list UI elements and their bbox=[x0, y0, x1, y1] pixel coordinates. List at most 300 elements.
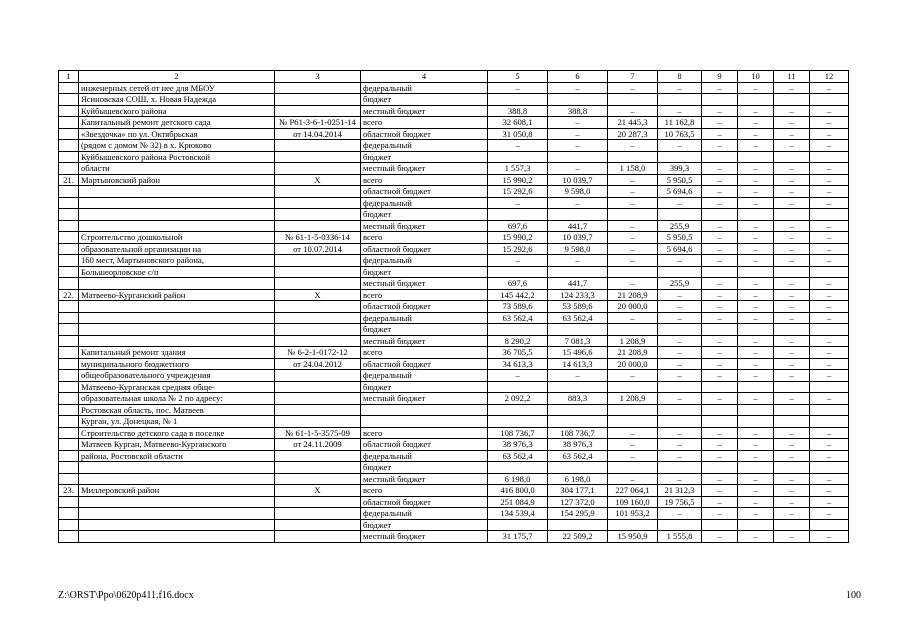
amount-cell bbox=[810, 462, 849, 474]
document-ref-cell bbox=[275, 381, 361, 393]
row-number-cell bbox=[59, 393, 79, 405]
amount-cell bbox=[774, 381, 810, 393]
row-number-cell bbox=[59, 266, 79, 278]
amount-cell: – bbox=[658, 140, 702, 152]
amount-cell: – bbox=[548, 255, 608, 267]
amount-cell bbox=[658, 381, 702, 393]
object-name-cell bbox=[79, 531, 275, 543]
amount-cell: – bbox=[810, 163, 849, 175]
amount-cell: – bbox=[658, 427, 702, 439]
amount-cell: 15 990,2 bbox=[488, 174, 548, 186]
object-name-cell bbox=[79, 220, 275, 232]
amount-cell: – bbox=[774, 508, 810, 520]
row-number-cell: 22. bbox=[59, 289, 79, 301]
amount-cell: – bbox=[774, 335, 810, 347]
object-name-cell: Мартыновский район bbox=[79, 174, 275, 186]
row-number-cell bbox=[59, 105, 79, 117]
table-row bbox=[59, 519, 849, 531]
amount-cell: 7 081,3 bbox=[548, 335, 608, 347]
amount-cell: – bbox=[548, 370, 608, 382]
row-number-cell bbox=[59, 370, 79, 382]
amount-cell: – bbox=[608, 450, 658, 462]
funding-source-cell: бюджет bbox=[361, 324, 488, 336]
header-cell: 1 bbox=[59, 71, 79, 83]
amount-cell: 11 162,8 bbox=[658, 117, 702, 129]
amount-cell: – bbox=[702, 358, 738, 370]
amount-cell bbox=[608, 519, 658, 531]
amount-cell: – bbox=[810, 439, 849, 451]
table-row bbox=[59, 128, 849, 140]
amount-cell bbox=[488, 324, 548, 336]
amount-cell: – bbox=[608, 370, 658, 382]
row-number-cell bbox=[59, 335, 79, 347]
amount-cell bbox=[738, 416, 774, 428]
amount-cell: 15 990,2 bbox=[488, 232, 548, 244]
amount-cell: – bbox=[738, 255, 774, 267]
amount-cell bbox=[702, 151, 738, 163]
amount-cell: – bbox=[658, 105, 702, 117]
object-name-cell: Строительство детского сада в поселке bbox=[79, 427, 275, 439]
amount-cell bbox=[702, 209, 738, 221]
funding-source-cell: бюджет bbox=[361, 462, 488, 474]
object-name-cell: 160 мест, Мартыновского района, bbox=[79, 255, 275, 267]
amount-cell bbox=[702, 266, 738, 278]
amount-cell: – bbox=[738, 335, 774, 347]
amount-cell: – bbox=[738, 140, 774, 152]
amount-cell: – bbox=[774, 347, 810, 359]
header-cell: 12 bbox=[810, 71, 849, 83]
amount-cell: – bbox=[738, 174, 774, 186]
row-number-cell bbox=[59, 358, 79, 370]
document-ref-cell bbox=[275, 324, 361, 336]
amount-cell: 5 950,5 bbox=[658, 232, 702, 244]
row-number-cell bbox=[59, 117, 79, 129]
object-name-cell: Ясиновская СОШ, х. Новая Надежда bbox=[79, 94, 275, 106]
amount-cell: – bbox=[702, 220, 738, 232]
document-ref-cell bbox=[275, 450, 361, 462]
amount-cell bbox=[548, 381, 608, 393]
header-cell: 8 bbox=[658, 71, 702, 83]
amount-cell: – bbox=[810, 450, 849, 462]
amount-cell bbox=[738, 94, 774, 106]
amount-cell: – bbox=[658, 312, 702, 324]
amount-cell: – bbox=[774, 312, 810, 324]
funding-source-cell: местный бюджет bbox=[361, 473, 488, 485]
amount-cell bbox=[774, 266, 810, 278]
table-row bbox=[59, 427, 849, 439]
amount-cell: – bbox=[608, 220, 658, 232]
object-name-cell: Куйбышевского района bbox=[79, 105, 275, 117]
object-name-cell: Капитальный ремонт здания bbox=[79, 347, 275, 359]
funding-source-cell: областной бюджет bbox=[361, 243, 488, 255]
amount-cell: – bbox=[658, 439, 702, 451]
document-ref-cell bbox=[275, 416, 361, 428]
amount-cell: 20 000,0 bbox=[608, 301, 658, 313]
amount-cell: – bbox=[774, 186, 810, 198]
amount-cell: – bbox=[738, 370, 774, 382]
amount-cell: – bbox=[702, 197, 738, 209]
table-row bbox=[59, 404, 849, 416]
amount-cell: – bbox=[702, 174, 738, 186]
object-name-cell bbox=[79, 508, 275, 520]
amount-cell: 441,7 bbox=[548, 220, 608, 232]
amount-cell bbox=[608, 381, 658, 393]
amount-cell: – bbox=[702, 531, 738, 543]
amount-cell bbox=[548, 462, 608, 474]
amount-cell: – bbox=[810, 335, 849, 347]
amount-cell: – bbox=[738, 427, 774, 439]
amount-cell bbox=[774, 462, 810, 474]
object-name-cell bbox=[79, 186, 275, 198]
amount-cell: – bbox=[702, 312, 738, 324]
amount-cell: – bbox=[774, 473, 810, 485]
row-number-cell bbox=[59, 301, 79, 313]
amount-cell: – bbox=[738, 128, 774, 140]
amount-cell: – bbox=[608, 439, 658, 451]
amount-cell bbox=[658, 519, 702, 531]
amount-cell: – bbox=[810, 105, 849, 117]
row-number-cell bbox=[59, 519, 79, 531]
document-ref-cell bbox=[275, 197, 361, 209]
table-row bbox=[59, 358, 849, 370]
amount-cell bbox=[548, 266, 608, 278]
amount-cell: – bbox=[810, 531, 849, 543]
amount-cell bbox=[658, 266, 702, 278]
amount-cell: – bbox=[738, 358, 774, 370]
amount-cell: – bbox=[608, 278, 658, 290]
amount-cell bbox=[658, 209, 702, 221]
document-ref-cell bbox=[275, 151, 361, 163]
amount-cell bbox=[608, 404, 658, 416]
document-ref-cell bbox=[275, 370, 361, 382]
document-ref-cell bbox=[275, 404, 361, 416]
amount-cell: 32 608,1 bbox=[488, 117, 548, 129]
amount-cell: – bbox=[810, 370, 849, 382]
row-number-cell bbox=[59, 473, 79, 485]
amount-cell: – bbox=[548, 140, 608, 152]
amount-cell: – bbox=[738, 186, 774, 198]
row-number-cell bbox=[59, 404, 79, 416]
amount-cell: 15 950,9 bbox=[608, 531, 658, 543]
amount-cell: 251 084,9 bbox=[488, 496, 548, 508]
table-body bbox=[59, 71, 849, 543]
amount-cell bbox=[658, 324, 702, 336]
funding-source-cell: федеральный bbox=[361, 312, 488, 324]
amount-cell bbox=[658, 462, 702, 474]
amount-cell: – bbox=[488, 197, 548, 209]
amount-cell bbox=[738, 381, 774, 393]
amount-cell: 22 509,2 bbox=[548, 531, 608, 543]
row-number-cell bbox=[59, 255, 79, 267]
amount-cell: 21 445,3 bbox=[608, 117, 658, 129]
document-ref-cell bbox=[275, 301, 361, 313]
row-number-cell bbox=[59, 312, 79, 324]
amount-cell: – bbox=[774, 485, 810, 497]
amount-cell: 73 589,6 bbox=[488, 301, 548, 313]
amount-cell: 5 950,5 bbox=[658, 174, 702, 186]
amount-cell bbox=[488, 209, 548, 221]
amount-cell: – bbox=[608, 82, 658, 94]
amount-cell bbox=[488, 266, 548, 278]
amount-cell: – bbox=[810, 220, 849, 232]
amount-cell bbox=[658, 94, 702, 106]
funding-source-cell: местный бюджет bbox=[361, 393, 488, 405]
amount-cell bbox=[810, 151, 849, 163]
amount-cell: 9 598,0 bbox=[548, 186, 608, 198]
object-name-cell: Матвеево-Курганский район bbox=[79, 289, 275, 301]
object-name-cell: района, Ростовской области bbox=[79, 450, 275, 462]
row-number-cell: 23. bbox=[59, 485, 79, 497]
amount-cell: – bbox=[774, 358, 810, 370]
amount-cell: – bbox=[810, 278, 849, 290]
amount-cell: – bbox=[608, 197, 658, 209]
amount-cell: – bbox=[738, 485, 774, 497]
table-row bbox=[59, 496, 849, 508]
row-number-cell bbox=[59, 232, 79, 244]
table-row bbox=[59, 508, 849, 520]
amount-cell bbox=[548, 404, 608, 416]
funding-source-cell: местный бюджет bbox=[361, 531, 488, 543]
amount-cell: 127 372,0 bbox=[548, 496, 608, 508]
funding-source-cell: бюджет bbox=[361, 381, 488, 393]
amount-cell: – bbox=[810, 393, 849, 405]
amount-cell: 20 287,3 bbox=[608, 128, 658, 140]
amount-cell bbox=[548, 324, 608, 336]
amount-cell: 15 292,6 bbox=[488, 186, 548, 198]
amount-cell: – bbox=[658, 255, 702, 267]
amount-cell bbox=[738, 462, 774, 474]
amount-cell bbox=[548, 416, 608, 428]
amount-cell: – bbox=[738, 450, 774, 462]
funding-source-cell: федеральный bbox=[361, 508, 488, 520]
amount-cell bbox=[702, 462, 738, 474]
amount-cell: – bbox=[548, 197, 608, 209]
object-name-cell: Куйбышевского района Ростовской bbox=[79, 151, 275, 163]
amount-cell: – bbox=[738, 163, 774, 175]
amount-cell: – bbox=[702, 105, 738, 117]
amount-cell: – bbox=[774, 82, 810, 94]
row-number-cell bbox=[59, 209, 79, 221]
row-number-cell bbox=[59, 186, 79, 198]
amount-cell: – bbox=[810, 312, 849, 324]
amount-cell bbox=[702, 404, 738, 416]
amount-cell: 10 039,7 bbox=[548, 174, 608, 186]
document-ref-cell: от 24.11.2009 bbox=[275, 439, 361, 451]
document-ref-cell: Х bbox=[275, 174, 361, 186]
amount-cell: 1 158,0 bbox=[608, 163, 658, 175]
amount-cell: – bbox=[774, 163, 810, 175]
table-row bbox=[59, 485, 849, 497]
amount-cell bbox=[608, 324, 658, 336]
amount-cell: – bbox=[658, 347, 702, 359]
amount-cell: – bbox=[810, 243, 849, 255]
amount-cell: 134 539,4 bbox=[488, 508, 548, 520]
amount-cell bbox=[738, 209, 774, 221]
document-ref-cell: от 14.04.2014 bbox=[275, 128, 361, 140]
amount-cell bbox=[658, 404, 702, 416]
header-cell: 10 bbox=[738, 71, 774, 83]
amount-cell: 1 557,3 bbox=[488, 163, 548, 175]
amount-cell: – bbox=[702, 243, 738, 255]
funding-source-cell: федеральный bbox=[361, 450, 488, 462]
row-number-cell bbox=[59, 140, 79, 152]
amount-cell: – bbox=[810, 301, 849, 313]
row-number-cell bbox=[59, 450, 79, 462]
row-number-cell bbox=[59, 508, 79, 520]
amount-cell: – bbox=[702, 427, 738, 439]
table-row bbox=[59, 220, 849, 232]
amount-cell bbox=[810, 324, 849, 336]
funding-source-cell: бюджет bbox=[361, 266, 488, 278]
funding-source-cell: областной бюджет bbox=[361, 301, 488, 313]
amount-cell: – bbox=[774, 289, 810, 301]
amount-cell bbox=[738, 151, 774, 163]
amount-cell: 697,6 bbox=[488, 220, 548, 232]
amount-cell: – bbox=[774, 439, 810, 451]
funding-source-cell: областной бюджет bbox=[361, 128, 488, 140]
document-ref-cell bbox=[275, 209, 361, 221]
header-cell: 5 bbox=[488, 71, 548, 83]
amount-cell bbox=[738, 324, 774, 336]
amount-cell bbox=[810, 209, 849, 221]
amount-cell: – bbox=[774, 427, 810, 439]
object-name-cell: (рядом с домом № 32) в х. Крюково bbox=[79, 140, 275, 152]
amount-cell: – bbox=[702, 301, 738, 313]
amount-cell: – bbox=[702, 439, 738, 451]
amount-cell bbox=[702, 381, 738, 393]
amount-cell: – bbox=[658, 393, 702, 405]
table-row bbox=[59, 381, 849, 393]
amount-cell: 388,8 bbox=[548, 105, 608, 117]
amount-cell: – bbox=[608, 473, 658, 485]
amount-cell bbox=[488, 94, 548, 106]
amount-cell: 5 694,6 bbox=[658, 243, 702, 255]
header-cell: 6 bbox=[548, 71, 608, 83]
amount-cell: – bbox=[608, 232, 658, 244]
header-cell: 2 bbox=[79, 71, 275, 83]
object-name-cell bbox=[79, 335, 275, 347]
row-number-cell bbox=[59, 94, 79, 106]
amount-cell: 255,9 bbox=[658, 278, 702, 290]
table-row bbox=[59, 186, 849, 198]
amount-cell: 154 295,9 bbox=[548, 508, 608, 520]
amount-cell: – bbox=[702, 393, 738, 405]
amount-cell: – bbox=[738, 347, 774, 359]
amount-cell bbox=[774, 416, 810, 428]
amount-cell: – bbox=[488, 140, 548, 152]
amount-cell: – bbox=[774, 301, 810, 313]
amount-cell: – bbox=[810, 496, 849, 508]
funding-source-cell: всего bbox=[361, 289, 488, 301]
document-ref-cell bbox=[275, 508, 361, 520]
amount-cell bbox=[488, 462, 548, 474]
amount-cell bbox=[810, 266, 849, 278]
object-name-cell bbox=[79, 462, 275, 474]
funding-source-cell: бюджет bbox=[361, 151, 488, 163]
amount-cell: – bbox=[658, 82, 702, 94]
amount-cell: 8 290,2 bbox=[488, 335, 548, 347]
amount-cell: – bbox=[702, 450, 738, 462]
amount-cell: 20 000,0 bbox=[608, 358, 658, 370]
amount-cell: – bbox=[738, 496, 774, 508]
amount-cell bbox=[774, 151, 810, 163]
table-row bbox=[59, 531, 849, 543]
object-name-cell: Ростовская область, пос. Матвеев bbox=[79, 404, 275, 416]
row-number-cell bbox=[59, 439, 79, 451]
amount-cell: – bbox=[774, 174, 810, 186]
funding-source-cell: федеральный bbox=[361, 255, 488, 267]
amount-cell: – bbox=[738, 289, 774, 301]
document-ref-cell bbox=[275, 496, 361, 508]
header-cell: 3 bbox=[275, 71, 361, 83]
object-name-cell bbox=[79, 197, 275, 209]
table-row bbox=[59, 197, 849, 209]
object-name-cell: образовательная школа № 2 по адресу: bbox=[79, 393, 275, 405]
amount-cell: – bbox=[774, 278, 810, 290]
document-ref-cell bbox=[275, 255, 361, 267]
amount-cell: – bbox=[548, 128, 608, 140]
table-row bbox=[59, 439, 849, 451]
header-cell: 4 bbox=[361, 71, 488, 83]
amount-cell: – bbox=[774, 255, 810, 267]
footer-page-number: 100 bbox=[846, 590, 861, 601]
document-ref-cell: № Р61-3-6-1-0251-14 bbox=[275, 117, 361, 129]
document-ref-cell bbox=[275, 163, 361, 175]
amount-cell bbox=[738, 266, 774, 278]
amount-cell: – bbox=[608, 427, 658, 439]
amount-cell bbox=[548, 209, 608, 221]
amount-cell: – bbox=[702, 370, 738, 382]
table-row bbox=[59, 232, 849, 244]
amount-cell: 10 039,7 bbox=[548, 232, 608, 244]
amount-cell: – bbox=[658, 289, 702, 301]
document-ref-cell bbox=[275, 278, 361, 290]
object-name-cell bbox=[79, 324, 275, 336]
amount-cell: – bbox=[702, 82, 738, 94]
amount-cell: 304 177,1 bbox=[548, 485, 608, 497]
amount-cell: 21 312,3 bbox=[658, 485, 702, 497]
row-number-cell bbox=[59, 324, 79, 336]
amount-cell: – bbox=[738, 531, 774, 543]
amount-cell: – bbox=[658, 301, 702, 313]
amount-cell: – bbox=[774, 197, 810, 209]
document-ref-cell: от 24.04.2012 bbox=[275, 358, 361, 370]
amount-cell: 5 694,6 bbox=[658, 186, 702, 198]
funding-source-cell: областной бюджет bbox=[361, 186, 488, 198]
amount-cell: – bbox=[774, 496, 810, 508]
amount-cell: – bbox=[608, 186, 658, 198]
row-number-cell bbox=[59, 381, 79, 393]
funding-source-cell: бюджет bbox=[361, 94, 488, 106]
table-row bbox=[59, 312, 849, 324]
amount-cell: – bbox=[810, 232, 849, 244]
amount-cell: 21 208,9 bbox=[608, 347, 658, 359]
amount-cell bbox=[702, 324, 738, 336]
amount-cell: – bbox=[738, 197, 774, 209]
amount-cell bbox=[488, 151, 548, 163]
amount-cell bbox=[810, 416, 849, 428]
amount-cell: – bbox=[658, 508, 702, 520]
budget-table bbox=[58, 70, 849, 543]
amount-cell: – bbox=[488, 82, 548, 94]
amount-cell: 108 736,7 bbox=[488, 427, 548, 439]
object-name-cell: Большеорловское с/п bbox=[79, 266, 275, 278]
amount-cell: 34 613,3 bbox=[488, 358, 548, 370]
amount-cell: – bbox=[658, 473, 702, 485]
amount-cell: 145 442,2 bbox=[488, 289, 548, 301]
document-ref-cell: Х bbox=[275, 289, 361, 301]
amount-cell: 388,8 bbox=[488, 105, 548, 117]
